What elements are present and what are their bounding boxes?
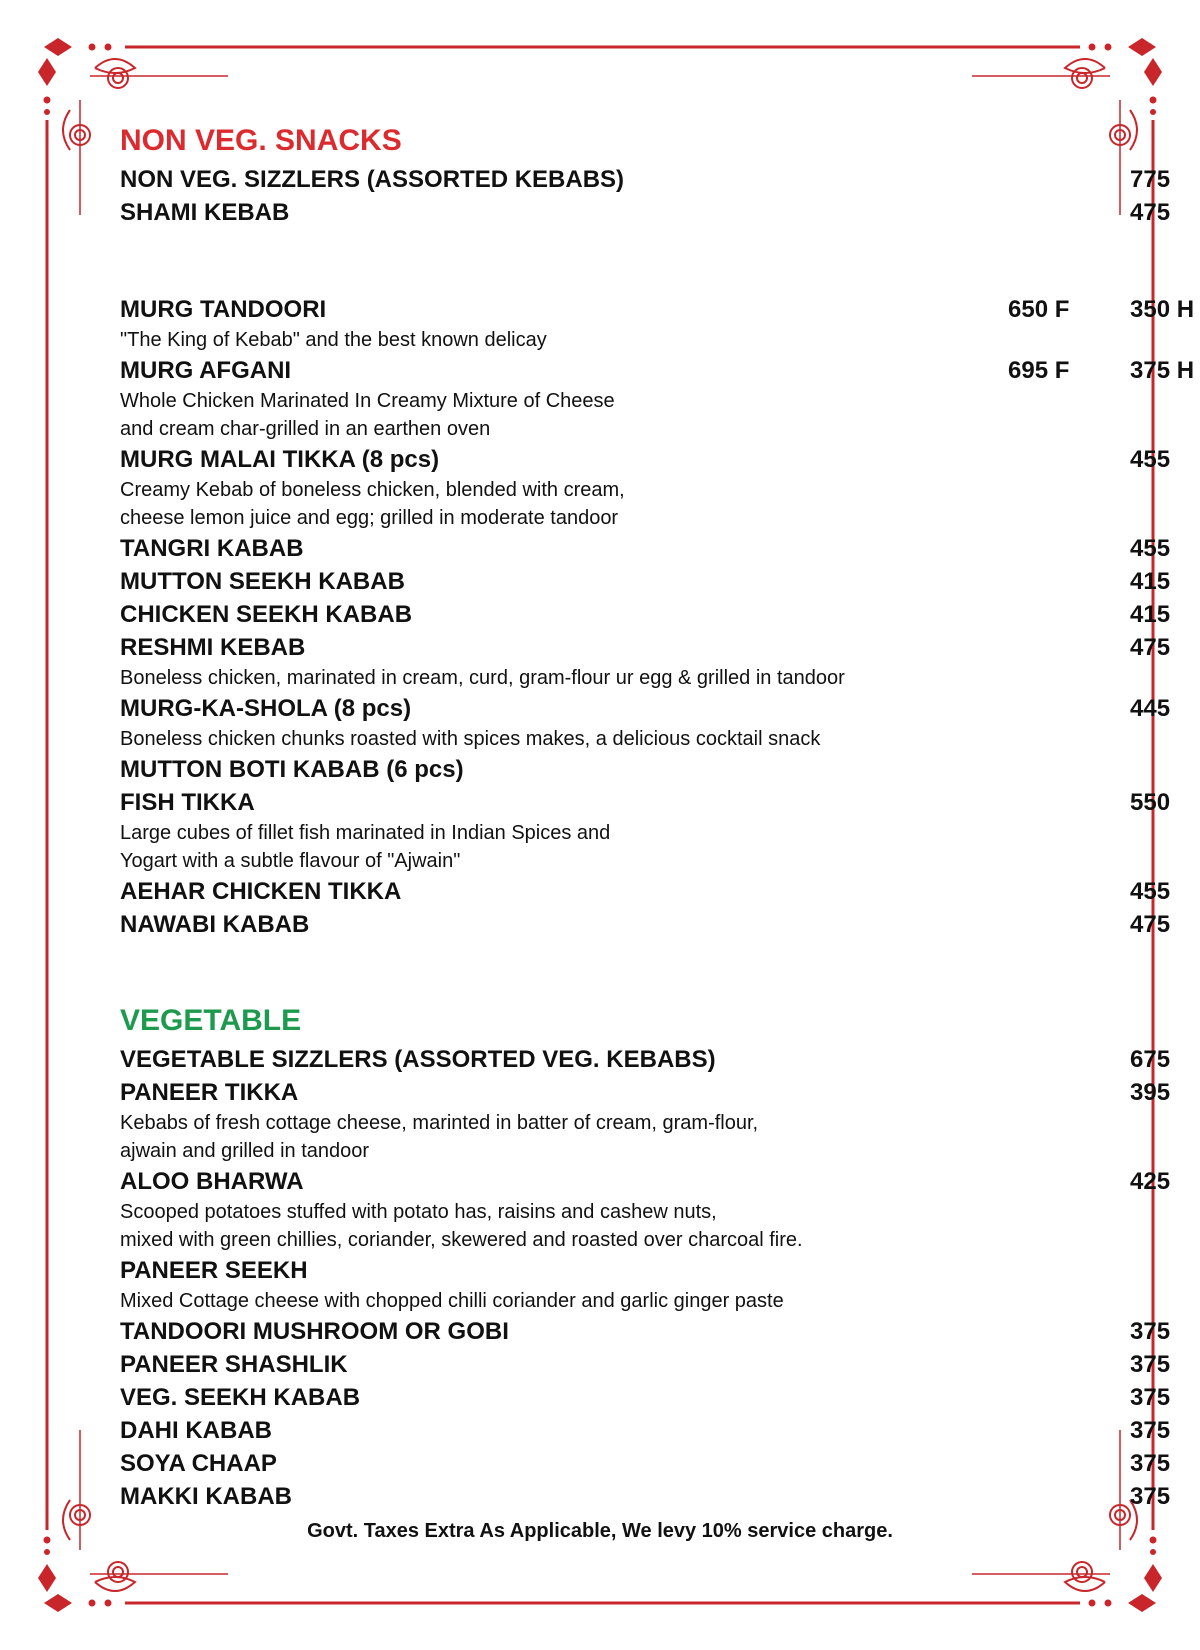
item-price: 775 <box>1130 166 1171 193</box>
item-name: FISH TIKKA <box>120 789 255 816</box>
item-price: 475 <box>1130 634 1171 661</box>
menu-item <box>120 296 1195 326</box>
item-description: Boneless chicken chunks roasted with spices makes, a delicious cocktail snack <box>120 728 821 750</box>
item-name: PANEER TIKKA <box>120 1079 299 1106</box>
item-price: 425 <box>1130 1168 1171 1195</box>
item-price: 375 <box>1130 1417 1171 1444</box>
item-name: MUTTON SEEKH KABAB <box>120 568 405 595</box>
item-price-half: 375 H <box>1130 357 1195 384</box>
item-price: 415 <box>1130 601 1171 628</box>
item-name: ALOO BHARWA <box>120 1168 304 1195</box>
menu-item <box>120 166 1171 196</box>
item-price: 455 <box>1130 446 1171 473</box>
menu-item <box>120 1168 1171 1198</box>
item-name: MUTTON BOTI KABAB (6 pcs) <box>120 756 464 783</box>
item-description: Mixed Cottage cheese with chopped chilli coriander and garlic ginger paste <box>120 1290 784 1312</box>
item-price: 475 <box>1130 199 1171 226</box>
menu-item <box>120 1417 1171 1447</box>
item-description: Large cubes of fillet fish marinated in Indian Spices and <box>120 822 611 844</box>
item-name: RESHMI KEBAB <box>120 634 306 661</box>
item-price-full: 650 F <box>1008 296 1070 323</box>
item-price: 675 <box>1130 1046 1171 1073</box>
item-description: Yogart with a subtle flavour of "Ajwain" <box>120 850 461 872</box>
item-price: 395 <box>1130 1079 1171 1106</box>
item-description: Kebabs of fresh cottage cheese, marinted in batter of cream, gram-flour, <box>120 1112 759 1134</box>
item-name: MAKKI KABAB <box>120 1483 292 1510</box>
menu-item <box>120 535 1171 565</box>
menu-item <box>120 1257 1100 1287</box>
item-price: 550 <box>1130 789 1171 816</box>
menu-item <box>120 911 1171 941</box>
item-price: 375 <box>1130 1351 1171 1378</box>
item-price-full: 695 F <box>1008 357 1070 384</box>
menu-item <box>120 1483 1171 1513</box>
item-price: 475 <box>1130 911 1171 938</box>
menu-item <box>120 199 1171 229</box>
section-title-veg: VEGETABLE <box>120 1004 302 1037</box>
item-name: DAHI KABAB <box>120 1417 272 1444</box>
item-name: MURG TANDOORI <box>120 296 327 323</box>
menu-item <box>120 1450 1171 1480</box>
item-description: "The King of Kebab" and the best known delicay <box>120 329 547 351</box>
item-name: TANGRI KABAB <box>120 535 304 562</box>
item-price: 445 <box>1130 695 1171 722</box>
tax-footer-note: Govt. Taxes Extra As Applicable, We levy 10% service charge. <box>307 1520 893 1542</box>
menu-item <box>120 1079 1171 1109</box>
item-name: SOYA CHAAP <box>120 1450 277 1477</box>
menu-item <box>120 1384 1171 1414</box>
item-name: VEGETABLE SIZZLERS (ASSORTED VEG. KEBABS) <box>120 1046 716 1073</box>
item-name: PANEER SEEKH <box>120 1257 308 1284</box>
menu-item <box>120 601 1171 631</box>
item-description: Creamy Kebab of boneless chicken, blended with cream, <box>120 479 625 501</box>
menu-item <box>120 357 1195 387</box>
item-price: 415 <box>1130 568 1171 595</box>
item-price-half: 350 H <box>1130 296 1195 323</box>
item-price: 375 <box>1130 1318 1171 1345</box>
item-price: 455 <box>1130 535 1171 562</box>
item-price: 375 <box>1130 1450 1171 1477</box>
item-name: VEG. SEEKH KABAB <box>120 1384 361 1411</box>
item-description: Boneless chicken, marinated in cream, curd, gram-flour ur egg & grilled in tandoor <box>120 667 845 689</box>
item-name: MURG-KA-SHOLA (8 pcs) <box>120 695 412 722</box>
menu-item <box>120 756 1100 786</box>
menu-item <box>120 878 1171 908</box>
menu-item <box>120 568 1171 598</box>
item-description: mixed with green chillies, coriander, skewered and roasted over charcoal fire. <box>120 1229 803 1251</box>
item-description: Scooped potatoes stuffed with potato has, raisins and cashew nuts, <box>120 1201 717 1223</box>
item-price: 375 <box>1130 1483 1171 1510</box>
menu-item <box>120 1318 1171 1348</box>
menu-item <box>120 789 1171 819</box>
menu-item <box>120 695 1171 725</box>
item-description: and cream char-grilled in an earthen oven <box>120 418 491 440</box>
menu-item <box>120 1046 1171 1076</box>
item-price: 455 <box>1130 878 1171 905</box>
item-name: PANEER SHASHLIK <box>120 1351 348 1378</box>
item-name: SHAMI KEBAB <box>120 199 290 226</box>
item-description: cheese lemon juice and egg; grilled in moderate tandoor <box>120 507 619 529</box>
item-name: MURG AFGANI <box>120 357 292 384</box>
item-name: NON VEG. SIZZLERS (ASSORTED KEBABS) <box>120 166 625 193</box>
item-description: ajwain and grilled in tandoor <box>120 1140 370 1162</box>
item-name: TANDOORI MUSHROOM OR GOBI <box>120 1318 509 1345</box>
menu-item <box>120 1351 1171 1381</box>
item-price: 375 <box>1130 1384 1171 1411</box>
menu-item <box>120 634 1171 664</box>
item-description: Whole Chicken Marinated In Creamy Mixture of Cheese <box>120 390 615 412</box>
menu-item <box>120 446 1171 476</box>
section-title-non-veg: NON VEG. SNACKS <box>120 124 402 157</box>
item-name: MURG MALAI TIKKA (8 pcs) <box>120 446 440 473</box>
item-name: NAWABI KABAB <box>120 911 310 938</box>
item-name: CHICKEN SEEKH KABAB <box>120 601 413 628</box>
item-name: AEHAR CHICKEN TIKKA <box>120 878 402 905</box>
